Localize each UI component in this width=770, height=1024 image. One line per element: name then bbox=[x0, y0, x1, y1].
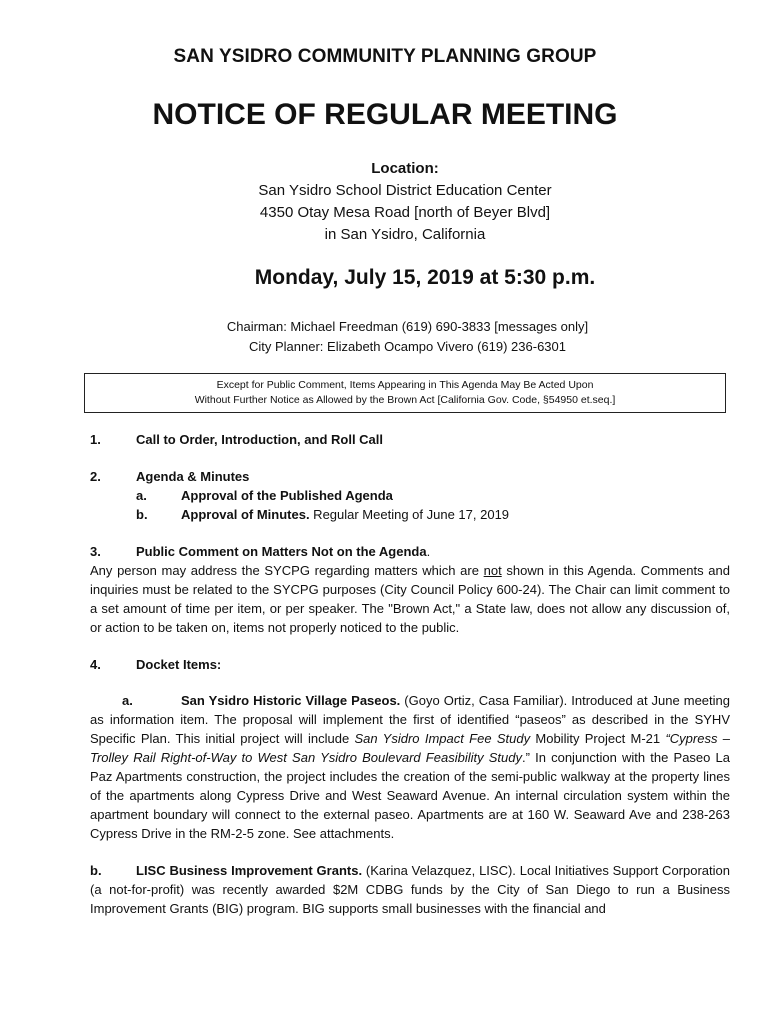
sub-item-title: San Ysidro Historic Village Paseos. bbox=[181, 693, 401, 708]
item-title: Docket Items: bbox=[136, 657, 222, 672]
location-block bbox=[0, 158, 770, 246]
agenda-item-4 bbox=[90, 655, 730, 674]
sub-item-title: LISC Business Improvement Grants. bbox=[136, 863, 363, 878]
sub-item-letter: a. bbox=[136, 488, 147, 503]
sub-item-text: Regular Meeting of June 17, 2019 bbox=[309, 507, 510, 522]
item-number: 3. bbox=[90, 544, 101, 559]
paragraph-text: (Karina Velazquez, LISC). Local Initiatives Support Corporation (a not-for-profit) was recently awarded $2M CDBG funds by the City of San Diego to run a Business Improvement Grants (BIG) program. BIG supports small businesses with the financial and bbox=[90, 863, 730, 916]
italic-text: San Ysidro Impact Fee Study bbox=[354, 731, 531, 746]
chairman-contact: Chairman: Michael Freedman (619) 690-3833 [messages only] bbox=[226, 319, 589, 334]
location-label: Location: bbox=[371, 160, 439, 177]
italic-text: “Cypress – Trolley Rail Right-of-Way to West San Ysidro Boulevard Feasibility Study bbox=[90, 731, 730, 765]
notice-title: NOTICE OF REGULAR MEETING bbox=[152, 98, 618, 131]
item-number: 1. bbox=[90, 432, 101, 447]
paragraph-text: shown in this Agenda. Comments and inquiries must be related to the SYCPG purposes (City Council Policy 600-24). The Chair can limit comment to a set amount of time per item, or per speaker. The "Brown Act," a State law, does not allow any discussion of, or action to be taken on, items not properly noticed to the public. bbox=[90, 563, 730, 635]
location-line-3: in San Ysidro, California bbox=[324, 226, 486, 243]
planner-contact: City Planner: Elizabeth Ocampo Vivero (619) 236-6301 bbox=[249, 339, 566, 354]
paragraph-text: (Goyo Ortiz, Casa Familiar). Introduced at June meeting as information item. The proposal will implement the first of identified “paseos” as described in the SYHV Specific Plan. This initial project will include bbox=[90, 693, 730, 746]
sub-item-letter: b. bbox=[136, 507, 148, 522]
contacts-block bbox=[0, 317, 770, 357]
public-comment-paragraph bbox=[90, 561, 730, 637]
agenda-item-1 bbox=[90, 430, 730, 449]
docket-item-4b bbox=[90, 861, 730, 918]
item-title: Public Comment on Matters Not on the Agenda bbox=[136, 544, 427, 559]
location-line-2: 4350 Otay Mesa Road [north of Beyer Blvd] bbox=[259, 204, 551, 221]
agenda-item-3 bbox=[90, 542, 730, 561]
agenda-item-2a bbox=[90, 486, 730, 505]
sub-item-letter: b. bbox=[90, 863, 102, 878]
paragraph-text: Mobility Project M-21 bbox=[530, 731, 666, 746]
agenda-item-2 bbox=[90, 467, 730, 486]
item-number: 2. bbox=[90, 469, 101, 484]
item-title: Call to Order, Introduction, and Roll Call bbox=[136, 432, 384, 447]
underlined-word: not bbox=[483, 563, 502, 578]
notice-line-2: Without Further Notice as Allowed by the Brown Act [California Gov. Code, §54950 et.seq.] bbox=[194, 394, 616, 406]
organization-name: SAN YSIDRO COMMUNITY PLANNING GROUP bbox=[173, 46, 597, 67]
item-number: 4. bbox=[90, 657, 101, 672]
paragraph-text: .” In conjunction with the Paseo La Paz Apartments construction, the project includes the creation of the semi-public walkway at the property lines of the apartments along Cypress Drive and West Seaward Avenue. An internal circulation system within the apartment boundary will connect to the external paseo. Apartments are at 160 W. Seaward Ave and 238-263 Cypress Drive in the RM-2-5 zone. See attachments. bbox=[90, 750, 730, 841]
agenda-body bbox=[90, 430, 730, 918]
item-title-period: . bbox=[426, 544, 431, 559]
brown-act-notice-box bbox=[84, 373, 726, 413]
sub-item-title: Approval of the Published Agenda bbox=[181, 488, 393, 503]
meeting-date: Monday, July 15, 2019 at 5:30 p.m. bbox=[254, 266, 596, 289]
paragraph-text: Any person may address the SYCPG regarding matters which are bbox=[90, 563, 484, 578]
agenda-item-2b bbox=[90, 505, 730, 524]
notice-line-1: Except for Public Comment, Items Appearing in This Agenda May Be Acted Upon bbox=[216, 379, 594, 391]
sub-item-letter: a. bbox=[122, 693, 133, 708]
location-line-1: San Ysidro School District Education Center bbox=[258, 182, 552, 199]
item-title: Agenda & Minutes bbox=[136, 469, 250, 484]
sub-item-title: Approval of Minutes. bbox=[181, 507, 310, 522]
docket-item-4a bbox=[90, 691, 730, 843]
